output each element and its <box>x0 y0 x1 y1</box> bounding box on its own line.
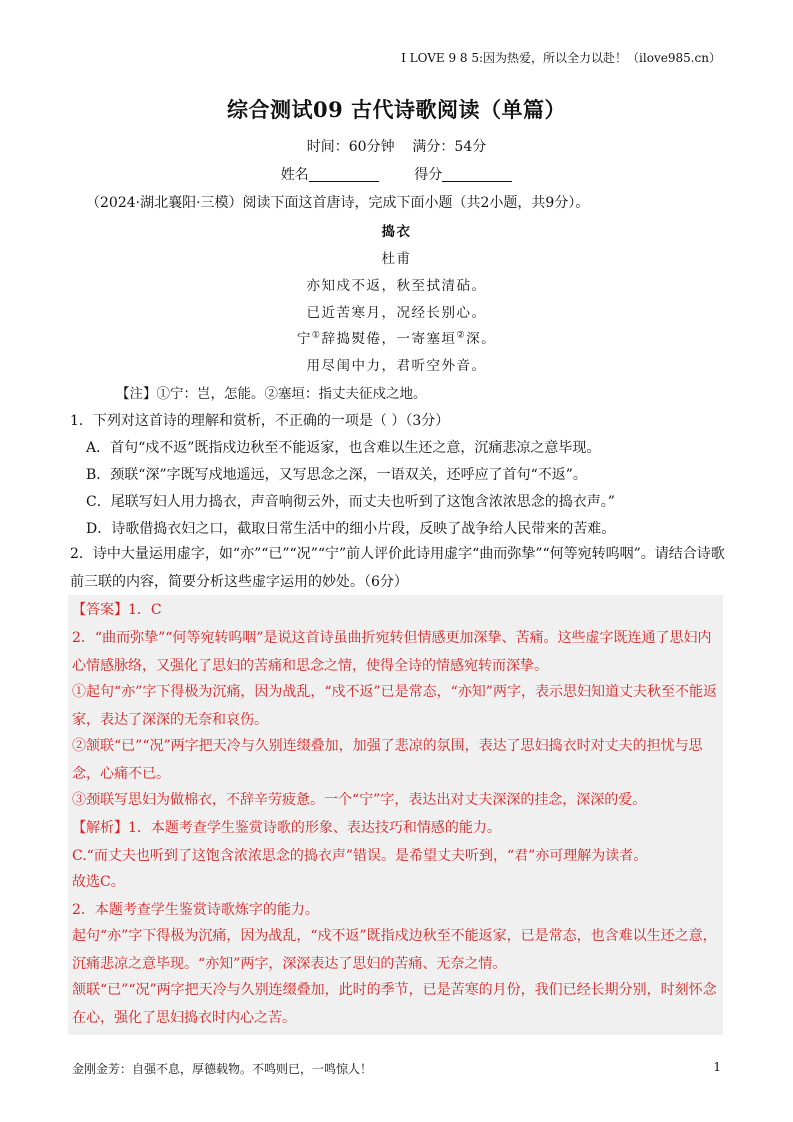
page-title: 综合测试09 古代诗歌阅读（单篇） <box>226 97 567 122</box>
analysis-line-1: 【解析】1．本题考查学生鉴赏诗歌的形象、表达技巧和情感的能力。 <box>72 820 501 836</box>
question-1-option-a[interactable]: A．首句“戍不返”既指戍边秋至不能返家，也含难以生还之意，沉痛悲凉之意毕现。 <box>86 440 601 456</box>
intro-text: （2024·湖北襄阳·三模）阅读下面这首唐诗，完成下面小题（共2小题，共9分）。 <box>86 195 590 211</box>
poem-note: 【注】①宁：岂，怎能。②塞垣：指丈夫征戍之地。 <box>116 386 427 402</box>
poem-title: 捣衣 <box>381 224 412 240</box>
footnote-mark-2: ② <box>456 330 467 341</box>
answer-line-1: 【答案】1．C <box>72 602 162 618</box>
name-blank[interactable] <box>309 167 379 182</box>
time-limit: 时间：60分钟 <box>306 139 395 155</box>
answer-line-3: ①起句“亦”字下得极为沉痛，因为战乱，“戍不返”已是常态，“亦知”两字，表示思妇知道丈夫秋至不能返家，表达了深深的无奈和哀伤。 <box>72 684 717 728</box>
analysis-line-2: C.“而丈夫也听到了这饱含浓浓思念的捣衣声”错误。是希望丈夫听到，“君”亦可理解为读者。 <box>72 848 648 864</box>
poem-line-1: 亦知戍不返，秋至拭清砧。 <box>306 278 487 294</box>
question-1-option-c[interactable]: C．尾联写妇人用力捣衣，声音响彻云外，而丈夫也听到了这饱含浓浓思念的捣衣声。” <box>86 494 615 510</box>
poem-line-3-part-a: 宁 <box>296 331 312 347</box>
name-label: 姓名 <box>280 167 309 183</box>
grade-label: 得分 <box>414 167 443 183</box>
analysis-line-6: 颔联“已”“况”两字把天冷与久别连缀叠加，此时的季节，已是苦寒的月份，我们已经长期分别，时刻怀念在心，强化了思妇捣衣时内心之苦。 <box>72 982 717 1026</box>
full-score: 满分：54分 <box>412 139 487 155</box>
question-1-stem: 1．下列对这首诗的理解和赏析，不正确的一项是（ ）（3分） <box>70 413 450 429</box>
question-2-stem: 2．诗中大量运用虚字，如“亦”“已”“况”“宁”前人评价此诗用虚字“曲而弥挚”“何等宛转呜咽”。请结合诗歌前三联的内容，简要分析这些虚字运用的妙处。（6分） <box>70 546 725 590</box>
poem-line-4: 用尽闺中力，君听空外音。 <box>306 358 487 374</box>
footnote-mark-1: ① <box>311 330 322 341</box>
poem-line-3-part-b: 辞捣熨倦，一寄塞垣 <box>321 331 457 347</box>
name-score-line <box>0 164 793 184</box>
poem-line-3-part-c: 深。 <box>466 331 497 347</box>
question-1-option-d[interactable]: D．诗歌借捣衣妇之口，截取日常生活中的细小片段，反映了战争给人民带来的苦难。 <box>86 521 616 537</box>
grade-blank[interactable] <box>442 167 512 182</box>
footer-motto: 金刚金芳：自强不息，厚德载物。不鸣则已，一鸣惊人！ <box>72 1062 373 1076</box>
poem-line-3 <box>0 327 793 347</box>
exam-meta <box>0 136 793 156</box>
poem-author: 杜甫 <box>381 251 412 267</box>
analysis-line-3: 故选C。 <box>72 874 125 890</box>
analysis-line-4: 2．本题考查学生鉴赏诗歌炼字的能力。 <box>72 902 319 918</box>
analysis-line-5: 起句“亦”字下得极为沉痛，因为战乱，“戍不返”既指戍边秋至不能返家，已是常态，也含难以生还之意，沉痛悲凉之意毕现。“亦知”两字，深深表达了思妇的苦痛、无奈之情。 <box>72 928 717 972</box>
answer-line-5: ③颈联写思妇为做棉衣，不辞辛劳疲惫。一个“宁”字，表达出对丈夫深深的挂念，深深的爱。 <box>72 792 647 808</box>
answer-line-2: 2．“曲而弥挚”“何等宛转呜咽”是说这首诗虽曲折宛转但情感更加深挚、苦痛。这些虚字既连通了思妇内心情感脉络，又强化了思妇的苦痛和思念之情，使得全诗的情感宛转而深挚。 <box>72 630 712 674</box>
page-number: 1 <box>713 1060 721 1074</box>
question-1-option-b[interactable]: B．颈联“深”字既写戍地遥远，又写思念之深，一语双关，还呼应了首句“不返”。 <box>86 467 587 483</box>
answer-line-4: ②颔联“已”“况”两字把天冷与久别连缀叠加，加强了悲凉的氛围，表达了思妇捣衣时对丈夫的担忧与思念，心痛不已。 <box>72 738 703 782</box>
poem-line-2: 已近苦寒月，况经长别心。 <box>306 305 487 321</box>
header-site: I LOVE 9 8 5:因为热爱，所以全力以赴！（ilove985.cn） <box>401 51 721 65</box>
